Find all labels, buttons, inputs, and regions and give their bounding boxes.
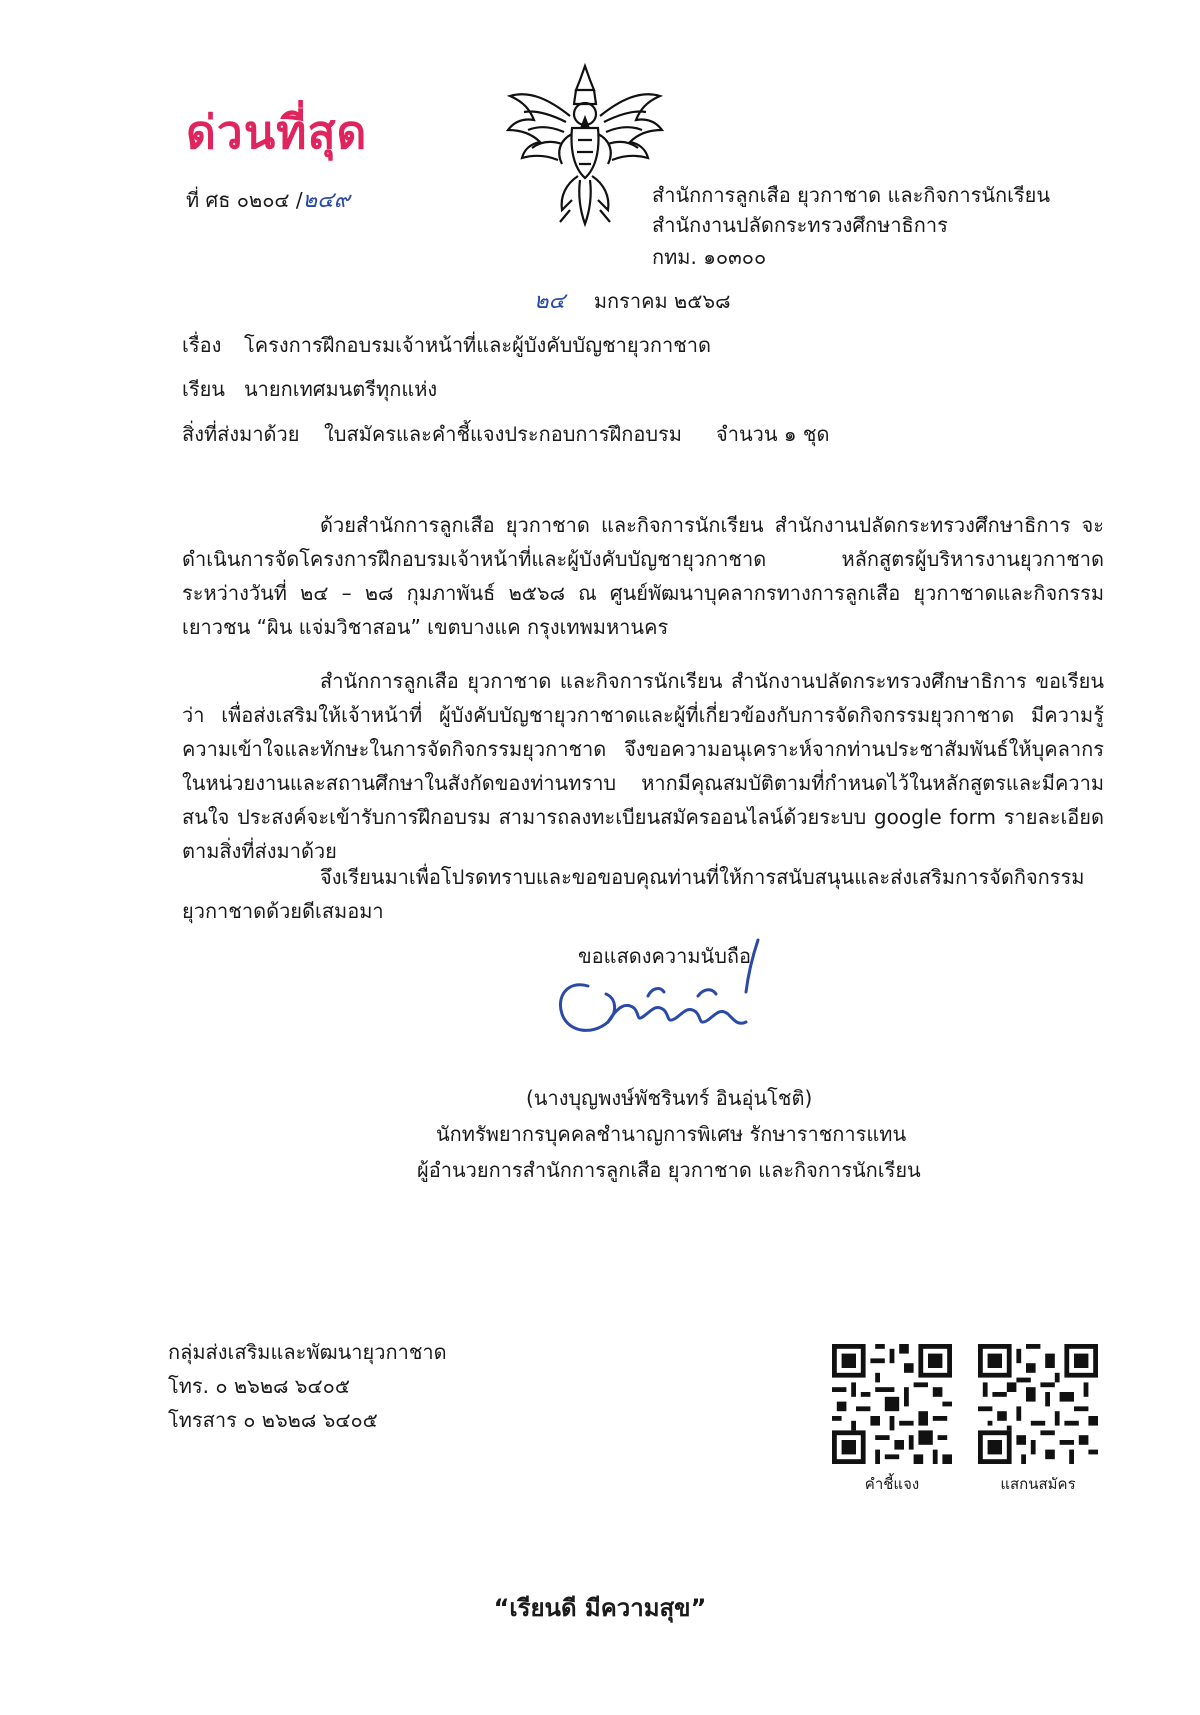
qr-caption-register: แสกนสมัคร xyxy=(1000,1475,1076,1493)
sender-line-1: สำนักการลูกเสือ ยุวกาชาด และกิจการนักเรียน xyxy=(652,183,1051,207)
to-label: เรียน xyxy=(182,377,225,401)
qr-code-register[interactable] xyxy=(978,1344,1098,1464)
subject-text: โครงการฝึกอบรมเจ้าหน้าที่และผู้บังคับบัญชายุวกาชาด xyxy=(244,333,711,357)
body-paragraph-2 xyxy=(182,664,1104,868)
motto: “เรียนดี มีความสุข” xyxy=(493,1594,707,1622)
signatory-title-1: นักทรัพยากรบุคคลชำนาญการพิเศษ รักษาราชการแทน xyxy=(436,1122,907,1146)
subject-label: เรื่อง xyxy=(182,333,222,357)
contact-dept: กลุ่มส่งเสริมและพัฒนายุวกาชาด xyxy=(168,1340,447,1364)
qr-caption-instructions: คำชี้แจง xyxy=(864,1475,920,1493)
contact-phone: โทร. ๐ ๒๖๒๘ ๖๔๐๕ xyxy=(168,1374,350,1398)
enclosure-label: สิ่งที่ส่งมาด้วย xyxy=(182,422,300,446)
doc-number-prefix: ที่ ศธ ๐๒๐๔ / xyxy=(186,188,303,212)
sender-line-3: กทม. ๑๐๓๐๐ xyxy=(652,245,767,269)
body-paragraph-1 xyxy=(182,508,1104,644)
enclosure-qty: จำนวน ๑ ชุด xyxy=(716,422,830,446)
body-paragraph-3-text: จึงเรียนมาเพื่อโปรดทราบและขอขอบคุณท่านที่ให้การสนับสนุนและส่งเสริมการจัดกิจกรรม ยุวกาชาดด้วยดีเสมอมา xyxy=(182,865,1085,923)
handwritten-signature xyxy=(548,936,778,1056)
body-paragraph-2-text: สำนักการลูกเสือ ยุวกาชาด และกิจการนักเรียน สำนักงานปลัดกระทรวงศึกษาธิการ ขอเรียนว่า เพื่อส่งเสริมให้เจ้าหน้าที่ ผู้บังคับบัญชายุวกาชาดและผู้ที่เกี่ยวข้องกับการจัดกิจกรรมยุวกาชาด มีความรู้ ความเข้าใจและทักษะในการจัดกิจกรรมยุวกาชาด จึงขอความอนุเคราะห์จากท่านประชาสัมพันธ์ให้บุคลากร ในหน่วยงานและสถานศึกษาในสังกัดของท่านทราบ หากมีคุณสมบัติตามที่กำหนดไว้ในหลักสูตรและมีความสนใจ ประสงค์จะเข้ารับการฝึกอบรม สามารถลงทะเบียนสมัครออนไลน์ด้วยระบบ google form รายละเอียดตามสิ่งที่ส่งมาด้วย xyxy=(182,669,1104,863)
date-month-year: มกราคม ๒๕๖๘ xyxy=(593,289,731,313)
doc-number-handwritten: ๒๔๙ xyxy=(302,188,350,213)
signatory-title-2: ผู้อำนวยการสำนักการลูกเสือ ยุวกาชาด และกิจการนักเรียน xyxy=(417,1158,921,1182)
qr-code-instructions[interactable] xyxy=(832,1344,952,1464)
date-day-handwritten: ๒๔ xyxy=(534,289,566,314)
garuda-emblem xyxy=(500,60,670,230)
body-paragraph-3 xyxy=(182,860,1104,928)
urgency-stamp: ด่วนที่สุด xyxy=(186,105,368,159)
letter-date xyxy=(534,287,731,316)
enclosure-text: ใบสมัครและคำชี้แจงประกอบการฝึกอบรม xyxy=(324,422,682,446)
closing: ขอแสดงความนับถือ xyxy=(578,944,752,968)
sender-line-2: สำนักงานปลัดกระทรวงศึกษาธิการ xyxy=(652,213,948,237)
to-text: นายกเทศมนตรีทุกแห่ง xyxy=(244,377,438,401)
signatory-name: (นางบุญพงษ์พัชรินทร์ อินอุ่นโชติ) xyxy=(526,1086,813,1110)
body-paragraph-1-text: ด้วยสำนักการลูกเสือ ยุวกาชาด และกิจการนักเรียน สำนักงานปลัดกระทรวงศึกษาธิการ จะดำเนินการจัดโครงการฝึกอบรมเจ้าหน้าที่และผู้บังคับบัญชายุวกาชาด หลักสูตรผู้บริหารงานยุวกาชาด ระหว่างวันที่ ๒๔ – ๒๘ กุมภาพันธ์ ๒๕๖๘ ณ ศูนย์พัฒนาบุคลากรทางการลูกเสือ ยุวกาชาดและกิจกรรมเยาวชน “ผิน แจ่มวิชาสอน” เขตบางแค กรุงเทพมหานคร xyxy=(182,513,1104,639)
contact-fax: โทรสาร ๐ ๒๖๒๘ ๖๔๐๕ xyxy=(168,1408,378,1432)
doc-number xyxy=(186,186,350,215)
